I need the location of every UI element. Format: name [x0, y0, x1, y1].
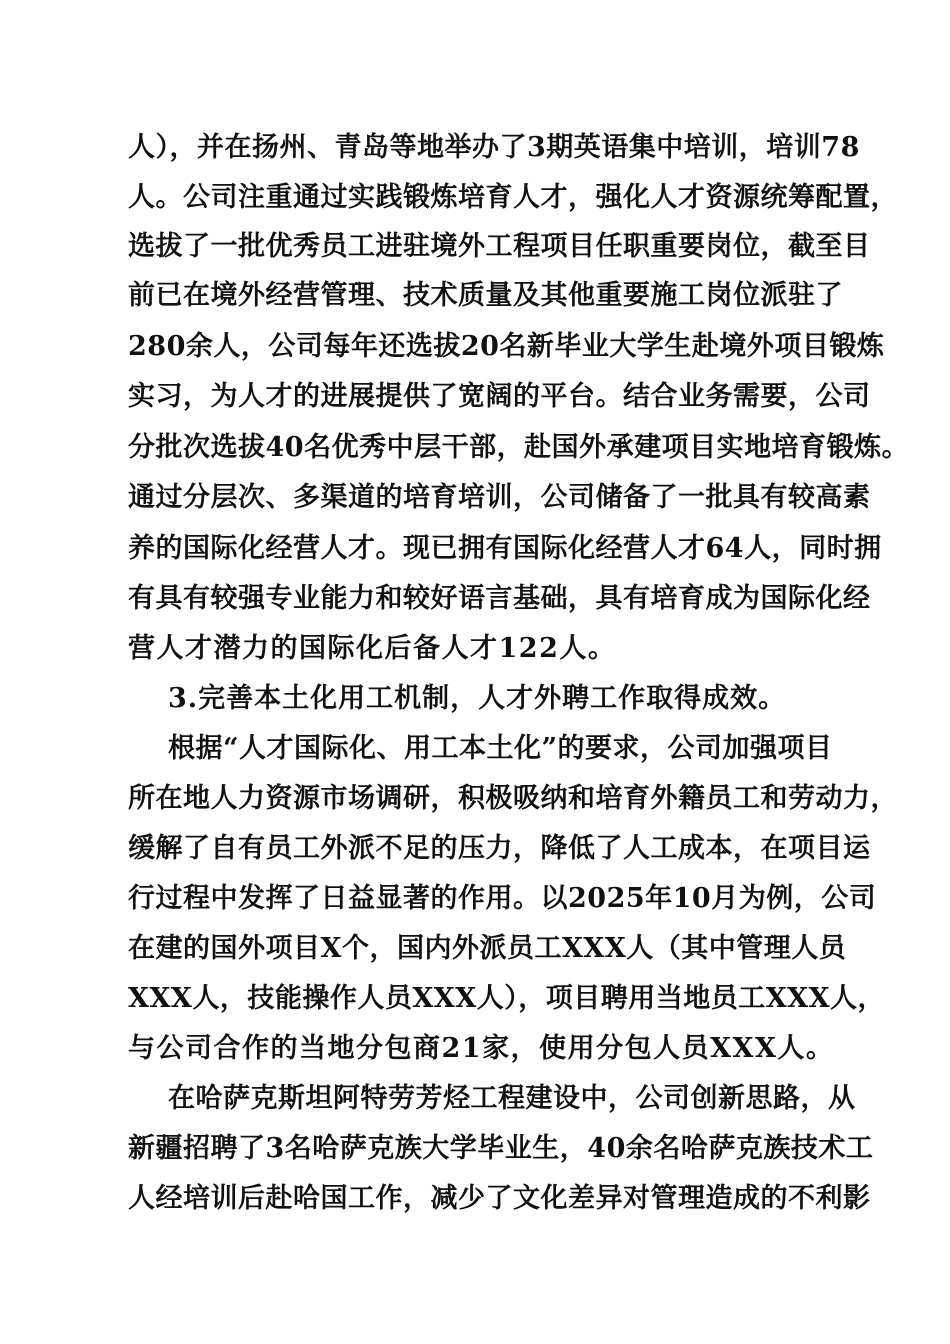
text-line: 新疆招聘了3名哈萨克族大学毕业生，40余名哈萨克族技术工	[128, 1133, 874, 1164]
text-line: 在建的国外项目X个，国内外派员工XXX人（其中管理人员	[128, 933, 847, 964]
text-line: 所在地人力资源市场调研，积极吸纳和培育外籍员工和劳动力，	[128, 783, 898, 814]
text-line: 与公司合作的当地分包商21家，使用分包人员XXX人。	[128, 1033, 835, 1064]
text-line: 养的国际化经营人才。现已拥有国际化经营人才64人，同时拥	[128, 533, 882, 564]
text-line: 选拔了一批优秀员工进驻境外工程项目任职重要岗位，截至目	[128, 231, 871, 262]
section-heading: 3.完善本土化用工机制，人才外聘工作取得成效。	[168, 683, 787, 714]
text-line: 分批次选拔40名优秀中层干部，赴国外承建项目实地培育锻炼。	[128, 432, 910, 463]
text-line: 缓解了自有员工外派不足的压力，降低了人工成本，在项目运	[128, 833, 871, 864]
text-line: 人。公司注重通过实践锻炼培育人才，强化人才资源统筹配置，	[128, 182, 898, 213]
text-line: 通过分层次、多渠道的培育培训，公司储备了一批具有较高素	[128, 482, 871, 513]
text-line: 营人才潜力的国际化后备人才122人。	[128, 633, 617, 664]
text-line: 人），并在扬州、青岛等地举办了3期英语集中培训，培训78	[128, 132, 860, 163]
text-line: 有具有较强专业能力和较好语言基础，具有培育成为国际化经	[128, 583, 871, 614]
text-line: 280余人，公司每年还选拔20名新毕业大学生赴境外项目锻炼	[128, 331, 885, 362]
paragraph-first-line: 根据“人才国际化、用工本土化”的要求，公司加强项目	[168, 733, 833, 764]
text-line: 人经培训后赴哈国工作，减少了文化差异对管理造成的不利影	[128, 1183, 871, 1214]
text-line: XXX人，技能操作人员XXX人），项目聘用当地员工XXX人，	[128, 983, 886, 1014]
text-line: 行过程中发挥了日益显著的作用。以2025年10月为例，公司	[128, 883, 877, 914]
text-line: 实习，为人才的进展提供了宽阔的平台。结合业务需要，公司	[128, 381, 871, 412]
text-line: 前已在境外经营管理、技术质量及其他重要施工岗位派驻了	[128, 280, 843, 311]
paragraph-first-line: 在哈萨克斯坦阿特劳芳烃工程建设中，公司创新思路，从	[168, 1083, 856, 1114]
